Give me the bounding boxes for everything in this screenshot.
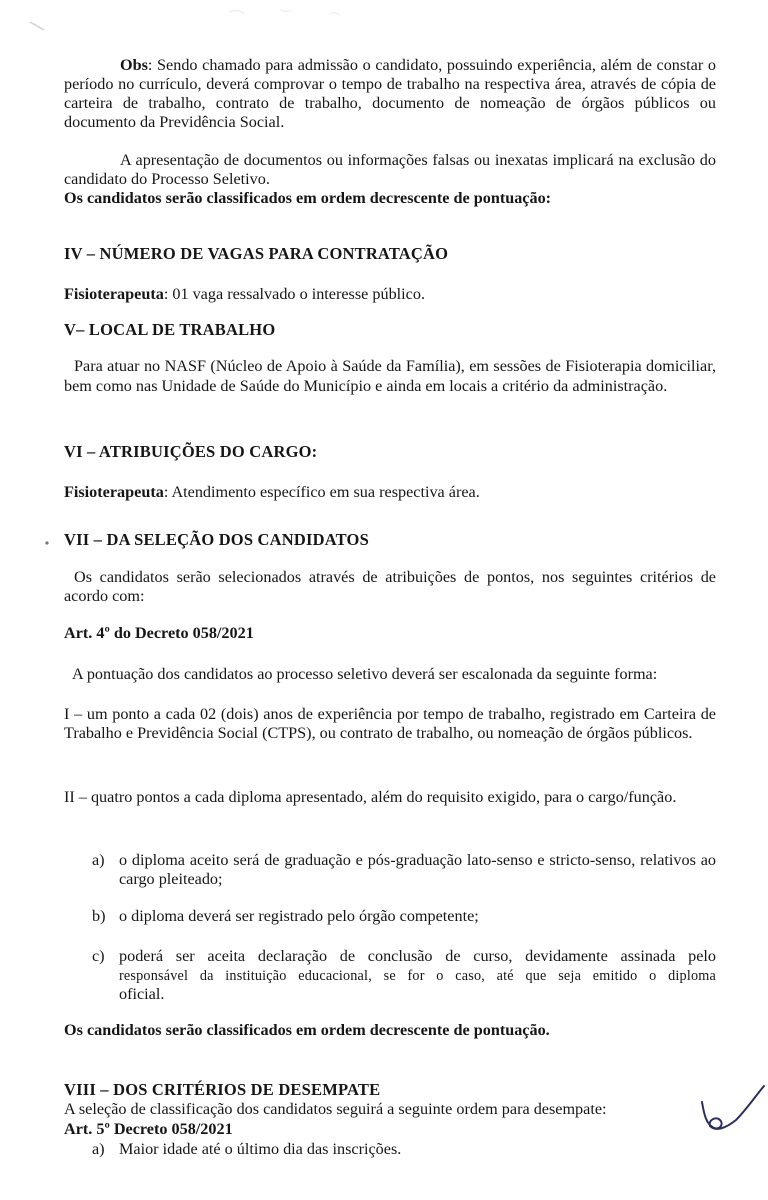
scoring-intro: A pontuação dos candidatos ao processo seletivo deverá ser escalonada da seguinte forma: [72,665,658,683]
list-text: Maior idade até o último dia das inscrições. [119,1140,402,1158]
tiebreak-intro: A seleção de classificação dos candidatos seguirá a seguinte ordem para desempate: [64,1100,607,1118]
section-heading-vi: VI – ATRIBUIÇÕES DO CARGO: [64,442,318,461]
false-docs-text: A apresentação de documentos ou informações falsas ou inexatas implicará na exclusão do candidato do Processo Seletivo. [64,151,716,188]
list-marker: b) [92,907,106,925]
section-heading-viii: VIII – DOS CRITÉRIOS DE DESEMPATE [64,1080,381,1099]
section-heading-iv: IV – NÚMERO DE VAGAS PARA CONTRATAÇÃO [64,244,449,263]
criterion-i: I – um ponto a cada 02 (dois) anos de experiência por tempo de trabalho, registrado em Carteira de Trabalho e Previdência Social (CTPS), ou contrato de trabalho, ou nomeação de órgãos públicos. [64,705,716,742]
classification-note-bottom: Os candidatos serão classificados em ordem decrescente de pontuação. [64,1021,550,1039]
duties-paragraph [64,483,480,502]
list-item-c [92,947,716,1007]
tiebreak-item-a [92,1140,692,1160]
decree-article-4: Art. 4º do Decreto 058/2021 [64,624,254,642]
vacancies-text: : 01 vaga ressalvado o interesse público. [163,285,425,303]
list-marker: a) [92,851,105,869]
obs-label: Obs [120,56,148,74]
obs-paragraph [64,56,716,132]
scan-smudge [0,0,768,40]
handwritten-check-mark [690,1080,768,1150]
selection-intro: Os candidatos serão selecionados através de atribuições de pontos, nos seguintes critérios de acordo com: [64,568,716,605]
list-text-line-1: poderá ser aceita declaração de conclusão de curso, devidamente assinada pelo [119,947,716,965]
vacancies-role: Fisioterapeuta [64,285,164,303]
false-docs-paragraph [64,151,716,189]
duties-role: Fisioterapeuta [64,483,164,501]
list-text-line-3: oficial. [119,985,165,1003]
list-text-line-2: responsável da instituição educacional, se for o caso, até que seja emitido o diploma [119,968,716,984]
list-item-a [92,851,716,891]
list-item-b [92,907,716,927]
criterion-ii: II – quatro pontos a cada diploma apresentado, além do requisito exigido, para o cargo/função. [64,788,677,806]
margin-dot [44,540,52,548]
section-heading-v: V– LOCAL DE TRABALHO [64,320,276,339]
list-text: o diploma aceito será de graduação e pós-graduação lato-senso e stricto-senso, relativos ao cargo pleiteado; [119,851,716,888]
classification-note-top: Os candidatos serão classificados em ordem decrescente de pontuação: [64,189,552,207]
vacancies-paragraph [64,285,425,304]
list-marker: a) [92,1140,105,1158]
duties-text: : Atendimento específico em sua respectiva área. [163,483,480,501]
section-heading-vii: VII – DA SELEÇÃO DOS CANDIDATOS [64,530,369,549]
list-marker: c) [92,947,105,965]
obs-text: : Sendo chamado para admissão o candidato, possuindo experiência, além de constar o período no currículo, deverá comprovar o tempo de trabalho na respectiva área, através de cópia de carteira de trabalho, contrato de trabalho, documento de nomeação de órgãos públicos ou documento da Previdência Social. [64,56,716,131]
workplace-paragraph: Para atuar no NASF (Núcleo de Apoio à Saúde da Família), em sessões de Fisioterapia domiciliar, bem como nas Unidade de Saúde do Município e ainda em locais a critério da administração. [64,357,716,395]
list-text: o diploma deverá ser registrado pelo órgão competente; [119,907,479,925]
decree-article-5: Art. 5º Decreto 058/2021 [64,1120,233,1138]
